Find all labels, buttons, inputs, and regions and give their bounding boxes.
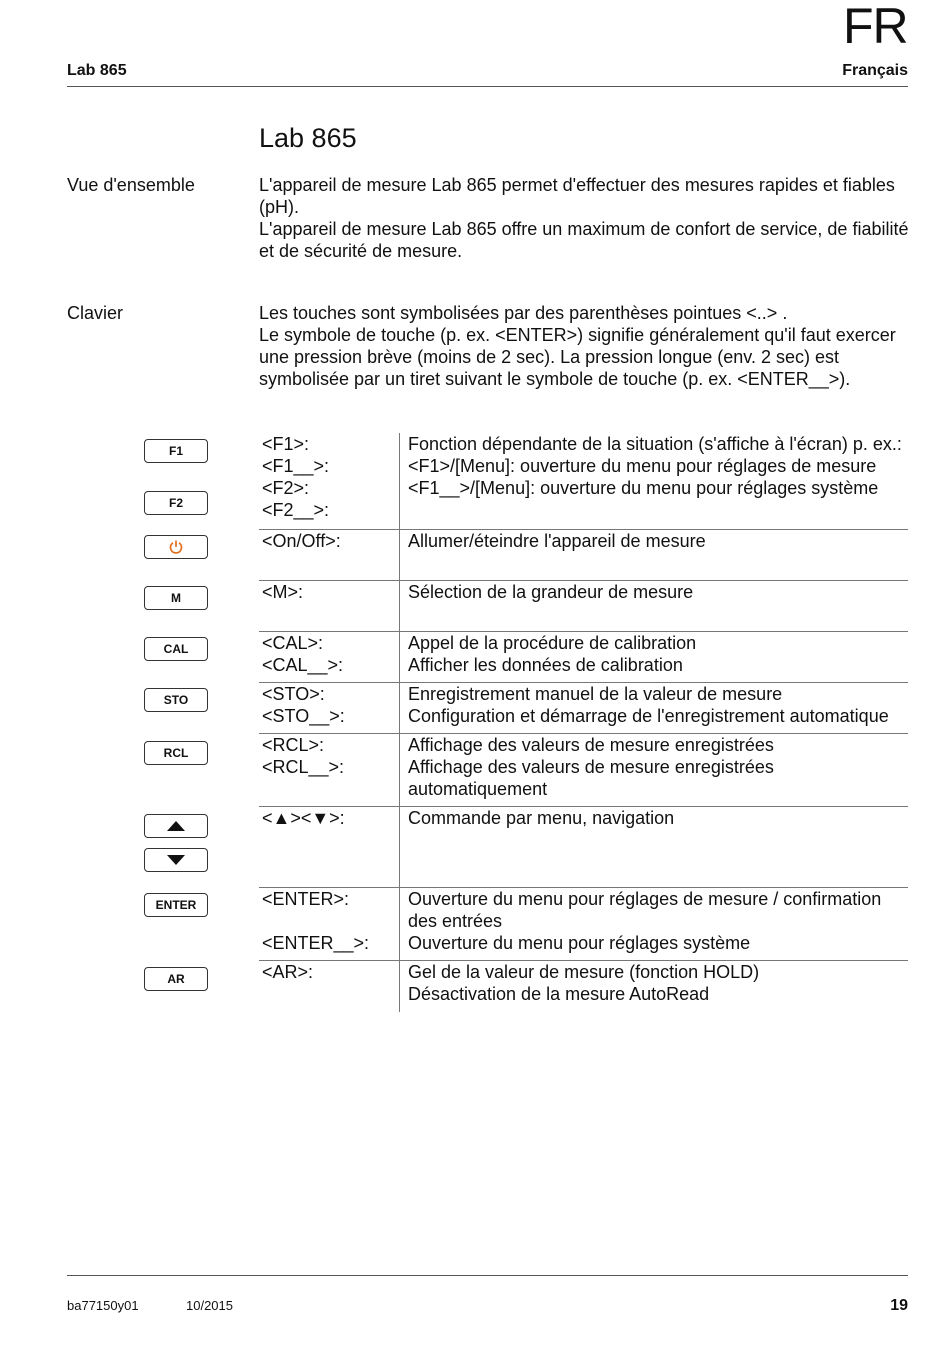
table-row bbox=[259, 733, 908, 806]
description-cell bbox=[400, 806, 909, 887]
key-symbol: <CAL>: bbox=[262, 632, 324, 653]
key-symbol: <ENTER>: bbox=[262, 888, 350, 909]
key-symbol: <STO>: bbox=[262, 683, 325, 704]
key-symbol: <ENTER__>: bbox=[262, 932, 370, 953]
description-cell bbox=[400, 433, 909, 529]
header-language: Français bbox=[842, 62, 908, 79]
table-row bbox=[259, 529, 908, 580]
overview-label: Vue d'ensemble bbox=[67, 175, 195, 195]
description-cell bbox=[400, 580, 909, 631]
key-cell bbox=[259, 887, 400, 960]
keypad-text bbox=[259, 302, 919, 390]
key-symbol: <AR>: bbox=[262, 961, 314, 982]
overview-line: L'appareil de mesure Lab 865 permet d'effectuer des mesures rapides et fiables (pH). bbox=[259, 175, 895, 217]
key-symbol: <STO__>: bbox=[262, 705, 345, 726]
overview-line: L'appareil de mesure Lab 865 offre un maximum de confort de service, de fiabilité et de sécurité de mesure. bbox=[259, 219, 909, 261]
key-description: Désactivation de la mesure AutoRead bbox=[408, 983, 710, 1004]
key-description: Affichage des valeurs de mesure enregistrées automatiquement bbox=[408, 756, 774, 799]
cal-key-icon: CAL bbox=[144, 637, 208, 661]
key-symbol: <M>: bbox=[262, 581, 304, 602]
f2-key-icon: F2 bbox=[144, 491, 208, 515]
key-description: Configuration et démarrage de l'enregistrement automatique bbox=[408, 705, 889, 726]
enter-key-icon: ENTER bbox=[144, 893, 208, 917]
overview-text bbox=[259, 174, 919, 262]
keypad-label: Clavier bbox=[67, 303, 124, 323]
key-symbol: <F2__>: bbox=[262, 500, 330, 520]
arrow-down-icon bbox=[166, 854, 186, 866]
key-description: Fonction dépendante de la situation (s'affiche à l'écran) p. ex.: bbox=[408, 434, 902, 454]
description-cell bbox=[400, 960, 909, 1012]
description-cell bbox=[400, 733, 909, 806]
table-row bbox=[259, 433, 908, 529]
key-cell bbox=[259, 806, 400, 887]
power-icon bbox=[168, 539, 184, 555]
language-code: FR bbox=[843, 0, 908, 54]
key-symbol: <RCL>: bbox=[262, 734, 325, 755]
sto-key-icon: STO bbox=[144, 688, 208, 712]
key-description: Ouverture du menu pour réglages système bbox=[408, 932, 751, 953]
header-product: Lab 865 bbox=[67, 62, 127, 79]
key-description: Gel de la valeur de mesure (fonction HOLD) bbox=[408, 961, 760, 982]
table-row bbox=[259, 580, 908, 631]
arrow-up-key-icon bbox=[144, 814, 208, 838]
key-description: Affichage des valeurs de mesure enregistrées bbox=[408, 734, 774, 755]
key-description: Enregistrement manuel de la valeur de mesure bbox=[408, 683, 783, 704]
key-description: Sélection de la grandeur de mesure bbox=[408, 581, 694, 602]
rcl-key-icon: RCL bbox=[144, 741, 208, 765]
arrow-down-key-icon bbox=[144, 848, 208, 872]
key-table bbox=[259, 433, 908, 1012]
footer-doc-id: ba77150y01 bbox=[67, 1298, 139, 1313]
keypad-line: Le symbole de touche (p. ex. <ENTER>) signifie généralement qu'il faut exercer une pression brève (moins de 2 sec). La pression longue (env. 2 sec) est symbolisée par un tiret suivant le symbole de touche (p. ex. <ENTER__>). bbox=[259, 325, 896, 389]
key-symbol: <F1__>: bbox=[262, 456, 330, 476]
key-description: Appel de la procédure de calibration bbox=[408, 632, 697, 653]
table-row bbox=[259, 682, 908, 733]
table-row bbox=[259, 631, 908, 682]
key-cell bbox=[259, 433, 400, 529]
page-number: 19 bbox=[890, 1297, 908, 1314]
key-symbol: <On/Off>: bbox=[262, 530, 341, 551]
key-description: Allumer/éteindre l'appareil de mesure bbox=[408, 530, 706, 551]
key-description: Commande par menu, navigation bbox=[408, 807, 675, 828]
description-cell bbox=[400, 631, 909, 682]
key-description: Ouverture du menu pour réglages de mesure / confirmation des entrées bbox=[408, 888, 882, 931]
description-cell bbox=[400, 682, 909, 733]
key-symbol: <F2>: bbox=[262, 478, 310, 498]
description-cell bbox=[400, 529, 909, 580]
key-cell bbox=[259, 682, 400, 733]
keypad-line: Les touches sont symbolisées par des parenthèses pointues <..> . bbox=[259, 303, 788, 323]
key-cell bbox=[259, 733, 400, 806]
key-description: <F1__>/[Menu]: ouverture du menu pour réglages système bbox=[408, 478, 879, 498]
power-key-icon bbox=[144, 535, 208, 559]
page-title: Lab 865 bbox=[259, 123, 357, 153]
footer-date: 10/2015 bbox=[186, 1298, 233, 1313]
table-row bbox=[259, 887, 908, 960]
description-cell bbox=[400, 887, 909, 960]
key-symbol: <F1>: bbox=[262, 434, 310, 454]
f1-key-icon: F1 bbox=[144, 439, 208, 463]
key-cell bbox=[259, 529, 400, 580]
footer-rule bbox=[67, 1275, 908, 1276]
key-symbol: <▲><▼>: bbox=[262, 807, 345, 828]
m-key-icon: M bbox=[144, 586, 208, 610]
ar-key-icon: AR bbox=[144, 967, 208, 991]
table-row bbox=[259, 806, 908, 887]
key-cell bbox=[259, 631, 400, 682]
key-symbol: <CAL__>: bbox=[262, 654, 344, 675]
header-rule bbox=[67, 86, 908, 87]
arrow-up-icon bbox=[166, 820, 186, 832]
key-symbol: <RCL__>: bbox=[262, 756, 345, 777]
table-row bbox=[259, 960, 908, 1012]
key-description: <F1>/[Menu]: ouverture du menu pour réglages de mesure bbox=[408, 456, 877, 476]
key-description: Afficher les données de calibration bbox=[408, 654, 683, 675]
key-cell bbox=[259, 580, 400, 631]
key-cell bbox=[259, 960, 400, 1012]
